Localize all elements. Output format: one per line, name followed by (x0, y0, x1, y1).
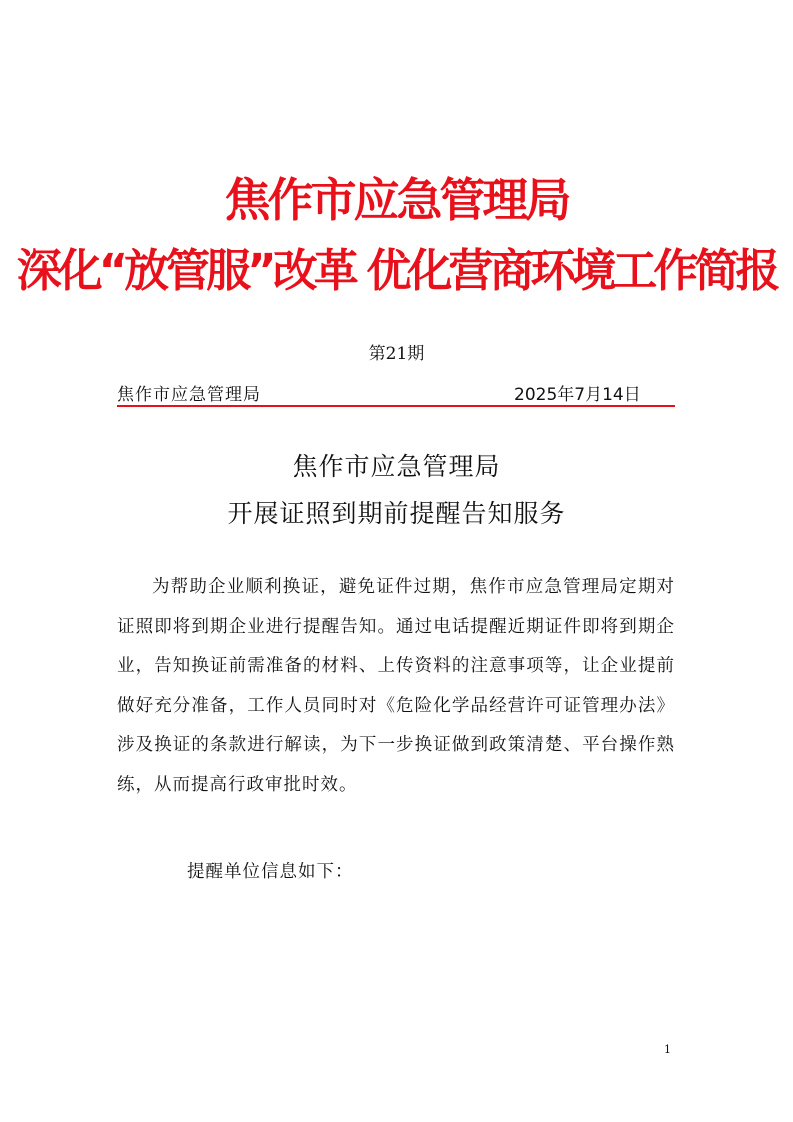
masthead-title: 焦作市应急管理局 (224, 173, 569, 227)
article-paragraph: 为帮助企业顺利换证，避免证件过期，焦作市应急管理局定期对证照即将到期企业进行提醒告知。通过电话提醒近期证件即将到期企业，告知换证前需准备的材料、上传资料的注意事项等，让企业提前做好充分准备，工作人员同时对《危险化学品经营许可证管理办法》涉及换证的条款进行解读，为下一步换证做到政策清楚、平台操作熟练，从而提高行政审批时效。 (117, 577, 675, 795)
issue-number: 第21期 (368, 344, 425, 364)
header-organization: 焦作市应急管理局 (117, 385, 261, 405)
article-title-line1: 焦作市应急管理局 (292, 452, 501, 481)
header-divider (117, 405, 675, 407)
header-date: 2025年7月14日 (514, 385, 641, 405)
page-number: 1 (664, 1043, 671, 1056)
masthead-subtitle: 深化“放管服”改革 优化营商环境工作简报 (16, 244, 777, 297)
notice-line: 提醒单位信息如下： (187, 862, 354, 882)
article-title-line2: 开展证照到期前提醒告知服务 (227, 499, 566, 528)
